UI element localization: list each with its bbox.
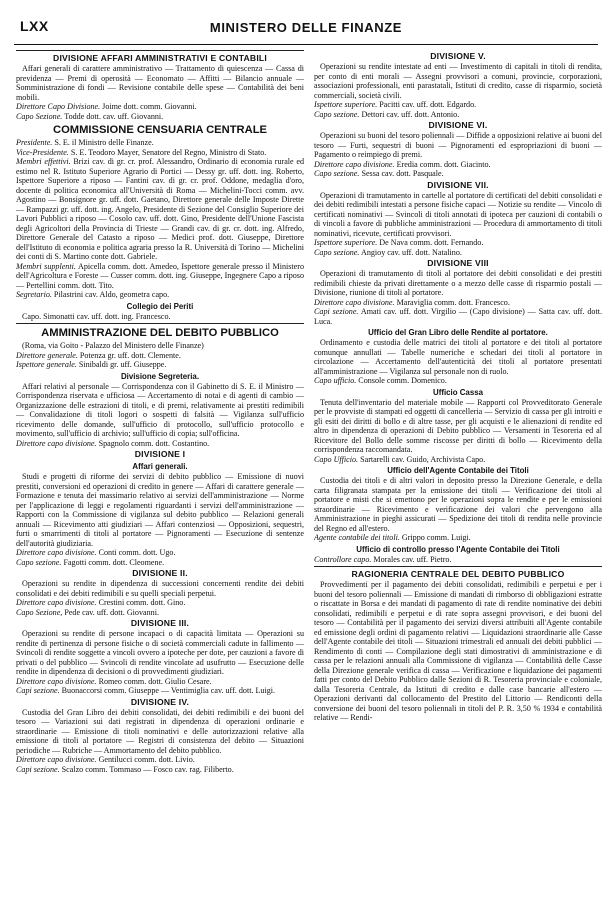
staff-entry [314,455,602,465]
staff-entry [314,160,602,170]
division-heading: DIVISIONE III. [130,618,190,628]
division-heading: DIVISIONE AFFARI AMMINISTRATIVI E CONTABILI [53,53,267,63]
staff-names: Grippo comm. Luigi. [399,533,471,542]
staff-names: Sinibaldi gr. uff. Giuseppe. [76,360,167,369]
role-label: Capi sezione. [314,307,359,316]
subsection-heading: Divisione Segreteria. [120,371,200,381]
left-column [16,50,304,896]
staff-names: Sartarelli cav. Guido, Archivista Capo. [358,454,486,464]
subsection-heading: Ufficio Cassa [433,387,483,397]
staff-names: Gentilucci comm. dott. Livio. [96,755,195,764]
role-label: Capo Sezione, [16,607,63,617]
role-label: Membri supplenti. [16,261,76,271]
role-label: Direttore capo divisione. [16,438,97,448]
staff-entry [16,112,304,122]
header-rule [14,44,598,45]
staff-entry [314,110,602,120]
section-heading: COMMISSIONE CENSUARIA CENTRALE [52,124,268,136]
paragraph: Affari generali di carattere amministrativo — Trattamento di quiescenza — Cassa di previdenza — Premi di operosità — Economato — Affitti — Bilancio annuale — Somministrazione di fondi — Revisione contabile delle spese — Contabilità dei beni mobili. [16,64,304,102]
staff-names: Joime dott. comm. Giovanni. [100,102,197,111]
staff-entry [16,598,304,608]
staff-names: Pacitti cav. uff. dott. Edgardo. [377,100,477,109]
staff-names: Console comm. Domenico. [356,376,447,385]
role-label: Direttore capo divisione. [16,548,97,557]
section-divider [314,566,602,567]
role-label: Capo sezione. [314,109,360,119]
page-header [14,12,598,36]
staff-names: Conti comm. dott. Ugo. [96,548,176,557]
staff-entry [16,262,304,291]
role-label: Ispettore superiore. [314,100,378,109]
role-label: Presidente. [16,138,53,147]
division-heading: RAGIONERIA CENTRALE DEL DEBITO PUBBLICO [351,569,565,579]
staff-names: Amati cav. uff. dott. Virgilio — (Capo divisione) — Satta cav. uff. dott. Luca. [314,307,602,326]
role-label: Capi sezione. [16,686,60,695]
staff-names: Potenza gr. uff. dott. Clemente. [77,350,181,360]
role-label: Segretario. [16,290,52,299]
staff-entry [16,290,304,300]
role-label: Direttore capo divisione. [16,755,97,764]
role-label: Vice-Presidente. [16,147,69,157]
division-heading: DIVISIONE VII. [427,179,489,190]
paragraph: Tenuta dell'inventario del materiale mobile — Rapporti col Provveditorato Generale per le provviste di stampati ed oggetti di cancelleria — Servizio di cassa per gli introiti e gli esiti dei diritti di bollo e di altre tasse, per gli acquisti e le alienazioni di rendite ed altro in dipendenza di operazioni di Debito pubblico — Versamenti in Tesoreria ed al Ricevitore del Bollo delle somme riscosse per diritti di bollo — Ricevimento della corrispondenza raccomandata. [314,397,602,454]
staff-names: Scalzo comm. Tommaso — Fosco cav. rag. Filiberto. [59,764,234,774]
role-label: Capi sezione. [16,764,60,774]
role-label: Direttore generale. [16,350,78,360]
staff-entry [16,765,304,775]
subsection-heading: Ufficio dell'Agente Contabile dei Titoli [387,466,529,475]
staff-entry [314,169,602,179]
staff-names: Maraviglia comm. dott. Francesco. [394,297,510,307]
subsection-heading: Ufficio di controllo presso l'Agente Contabile dei Titoli [356,544,560,554]
paragraph: Operazioni su buoni del tesoro poliennali — Diffide a opposizioni relative ai buoni del tesoro — Furti, sequestri di buoni — Pignoramenti ed espropriazioni di buoni — Pagamento o reimpiego di premi. [314,131,602,159]
staff-entry [16,558,304,568]
staff-names: S. E. il Ministro delle Finanze. [52,138,154,147]
division-heading: DIVISIONE IV. [130,696,190,707]
role-label: Capo Sezione. [16,111,63,121]
staff-entry [16,755,304,765]
section-divider [16,323,304,324]
staff-entry [16,548,304,558]
right-column [314,50,602,896]
role-label: Direttore capo divisione. [16,598,97,607]
paragraph: Operazioni su rendite intestate ad enti — Investimento di capitali in titoli di rendita, per conto di enti morali — Assegni provvisori a comuni, provincie, corporazioni, associazioni professionali, enti parastatali, Istituti di credito, casse di risparmio, società commerciali, società civili. [314,62,602,100]
staff-entry [16,677,304,687]
role-label: Capo ufficio. [314,376,357,385]
staff-entry [16,138,304,148]
subsection-heading: Collegio dei Periti [126,301,194,311]
staff-entry [314,298,602,308]
division-heading: DIVISIONE VI. [428,120,488,130]
role-label: Capo Ufficio. [314,454,359,464]
staff-names: Dettori cav. uff. dott. Antonio. [359,109,460,119]
staff-names: De Nava comm. dott. Fernando. [377,238,484,247]
staff-entry [314,100,602,110]
staff-entry [16,102,304,112]
staff-entry [314,248,602,258]
subsection-heading: Affari generali. [132,462,188,471]
division-heading: DIVISIONE II. [132,568,188,578]
staff-names: Pilastrini cav. Aldo, geometra capo. [51,290,170,299]
role-label: Direttore capo divisione. [314,159,395,169]
paragraph: Provvedimenti per il pagamento dei debiti consolidati, redimibili e perpetui e per i buoni del tesoro poliennali — Emissione di mandati di rimborso di obbligazioni estratte o riscattate in Borsa e dei mandati di pagamento di rate di rendite nominative dei debiti consolidati, redimibili e perpetui e di rate sopra assegni provvisori, e dei buoni del tesoro — Contabilità per il pagamento dei servizi diversi attribuiti all'Agente contabile ed emissione degli ordini di pagamento relativi — Liquidazioni straordinarie alle Casse dell'Agente contabile dei titoli — Situazioni trimestrali ed annuali dei debiti pubblici — Rendimento di conti — Compilazione degli stati dimostrativi di amministrazione e di cassa per le relazioni annuali alla Commissione di vigilanza — Contabilità delle Casse della Direzione generale verifica di cassa — Verificazione e liquidazione dei pagamenti fatti per conto del Debito Pubblico dalle Sezioni di R. Tesoreria provinciale e coloniale, dalla Tesoreria Centrale, da Istituti di credito e dalle case bancarie all'estero — Operazioni derivanti dal collocamento del Prestito del Littorio — Rendiconti della conversione dei buoni del tesoro poliennali in titoli del P. R. 3,50 % 1934 e contabilità relative — Rendi- [314,580,602,722]
staff-names: S. E. Teodoro Mayer, Senatore del Regno, Ministro di Stato. [68,147,267,157]
role-label: Capo sezione. [314,169,360,178]
staff-names: Eredia comm. dott. Giacinto. [394,159,491,169]
staff-entry [314,376,602,386]
staff-names: Sessa cav. dott. Pasquale. [359,169,444,178]
paragraph: Affari relativi al personale — Corrispondenza con il Gabinetto di S. E. il Ministro — Corrispondenza riservata e ufficiosa — Accertamento di notai e di agenti di cambio — Organizzazione delle estrazioni di titoli, e di premi, relativamente ai prestiti redimibili — Convalidazione di titoli logori o sospetti di falsità — Vigilanza sull'ufficio ricevimento delle domande, sull'ufficio di protocollo, sull'ufficio protocollo e movimento, sull'ufficio di archivio; sull'ufficio di copia; sull'officina. [16,381,304,438]
paragraph: Custodia del Gran Libro dei debiti consolidati, dei debiti redimibili e dei buoni del tesoro — Variazioni sui dati registrati in dipendenza di operazioni ordinarie e straordinarie — Emissione di titoli nominativi e delle autorizzazioni relative alla emissione di titoli al portatore — Registri di consistenza del debito — Situazioni periodiche — Rubriche — Ammortamento del debito pubblico. [16,707,304,755]
staff-entry [16,686,304,696]
staff-entry [314,238,602,248]
staff-names: Angioy cav. uff. dott. Natalino. [359,247,462,257]
staff-names: Morales cav. uff. Pietro. [371,554,452,564]
page-number: LXX [20,18,49,34]
column-top-rule [16,50,304,51]
role-label: Direttore Capo Divisione. [16,102,101,111]
staff-names: Romeo comm. dott. Giulio Cesare. [96,676,212,686]
paragraph: Custodia dei titoli e di altri valori in deposito presso la Direzione Generale, e della carta filigranata stampata per la emissione dei titoli — Verificazione dei titoli al portatore e misti che si emettono per le operazioni sopra le rendite e per le emissioni straordinarie — Ricevimento e verificazione dei valori che pervengono alla Amministrazione in pieghi assicurati — Spedizione dei titoli di rendita nelle provincie del Regno ed all'estero. [314,476,602,533]
staff-entry [16,608,304,618]
role-label: Agente contabile dei titoli. [314,533,400,542]
page-title: MINISTERO DELLE FINANZE [209,20,403,35]
role-label: Direttore capo divisione. [314,297,395,307]
staff-entry [16,360,304,370]
paragraph: Operazioni di tramutamento in cartelle al portatore di certificati del debiti consolidati e dei debiti redimibili intestati a persone fisiche capaci — Notizie su rendite — Vincolo di certificati nominativi — Svincoli di titoli annotati di ipoteca per cauzioni di contabili o di vincoli a favore di pubbliche amministrazioni — Procedura di ammortamento di titoli nominativi, ricevute, certificati provvisori. [314,190,602,238]
staff-names: Pede cav. uff. dott. Giovanni. [62,607,159,617]
staff-names: Buonaccorsi comm. Giuseppe — Ventimiglia cav. uff. dott. Luigi. [59,686,276,695]
role-label: Controllore capo. [314,554,372,564]
division-heading: DIVISIONE I [134,449,186,459]
subsection-heading: Ufficio del Gran Libro delle Rendite al portatore. [368,328,548,337]
division-heading: DIVISIONE VIII [427,258,489,268]
role-label: Ispettore generale. [16,360,77,369]
staff-entry [314,555,602,565]
paragraph: Operazioni su rendite in dipendenza di successioni concernenti rendite dei debiti consolidati e dei debiti redimibili e su quelli speciali perpetui. [16,579,304,598]
paragraph: Capo. Simonatti cav. uff. dott. ing. Francesco. [22,311,171,321]
staff-names: Brizi cav. di gr. cr. prof. Alessandro, Ordinario di economia rurale ed estimo nel R. Istituto Superiore Agrario di Portici — Dessy gr. uff. dott. ing. Roberto, Ispettore Superiore a riposo — Fantini cav. di gr. cr. prof. Oddone, medaglia d'oro, docente di politica economica all'Università di Roma — Michelini-Tocci comm. avv. Agostino — Bonsignore gr. uff. dott. Gaetano, Direttore generale delle Imposte Dirette — Rampazzi gr. uff. dott. ing. Angelo, Presidente di Sezione del Consiglio Superiore dei Lavori Pubblici a riposo — Cosolo cav. uff. dott. Gino, Presidente dell'Unione Fascista degli Agricoltori della Provincia di Trieste — Grandi cav. di gr. cr. dott. ing. Alfredo, Direttore Generale del Catasto a riposo — Medici prof. dott. Giuseppe, Direttore dell'Istituto di economia e politica agraria presso la R. Università di Torino — Michelini dei conti di S. Martino conte dott. Gabriele. [16,157,304,261]
staff-names: Apicella comm. dott. Amedeo, Ispettore generale presso il Ministero dell'Agricoltura e Foreste — Cusser comm. dott. ing. Giuseppe, Ingegnere Capo a riposo — Pertellini comm. dott. Tito. [16,261,304,290]
role-label: Capo sezione. [314,247,360,257]
staff-entry [16,148,304,158]
paragraph: Operazioni di tramutamento di titoli al portatore dei debiti consolidati e dei prestiti redimibili chieste da privati direttamente o a mezzo delle casse di risparmio postali — Divisione, riunione di titoli al portatore. [314,269,602,297]
paragraph: Studi e progetti di riforme dei servizi di debito pubblico — Emissione di nuovi prestiti, conversioni ed operazioni di credito in genere — Affari di carattere generale — Formazione e tenuta dei massimario relativo ai servizi dell'amministrazione — Norme per l'applicazione di leggi e regolamenti riguardanti i servizi dell'amministrazione — Rapporti con la Commissione di vigilanza sul debito pubblico — Relazioni generali annuali — Ricevimento atti giudiziari — Affari contenziosi — Opposizioni, sequestri, furti o smarrimenti di titoli al portatore — Pignoramenti — Esecuzione di sentenze dell'autorità giudiziaria. [16,472,304,548]
staff-entry [16,157,304,262]
section-heading: AMMINISTRAZIONE DEL DEBITO PUBBLICO [41,327,279,339]
division-heading: DIVISIONE V. [430,51,486,61]
staff-names: Todde dott. cav. uff. Giovanni. [62,111,164,121]
staff-entry [314,533,602,543]
staff-entry [16,439,304,449]
role-label: Membri effettivi. [16,157,71,166]
paragraph: Operazioni su rendite di persone incapaci o di capacità limitata — Operazioni su rendite di pertinenza di persone fisiche o di società commerciali cadute in fallimento — Svincoli di rendite soggette a vincoli ovvero a ipoteche per dote, per cauzioni a favore di privati o del pubblico — Svincoli di rendite vincolate ad usufrutto — Esecuzione delle rendite in dipendenza di decisioni o di provvedimenti giudiziari. [16,629,304,676]
role-label: Ispettore superiore. [314,238,378,247]
paragraph: (Roma, via Goito - Palazzo del Ministero delle Finanze) [22,341,204,350]
role-label: Direttore capo divisione. [16,676,97,686]
staff-names: Crestini comm. dott. Gino. [96,598,186,607]
staff-entry [16,351,304,361]
staff-names: Fagotti comm. dott. Cleomene. [61,557,165,567]
paragraph: Ordinamento e custodia delle matrici dei titoli al portatore e dei titoli al portatore comunque annullati — Tabelle numeriche e schedari dei titoli al portatore in circolazione — Accertamento dell'autenticità dei titoli al portatore presentati all'amministrazione — Vigilanza sul personale non di ruolo. [314,338,602,376]
role-label: Capo sezione. [16,557,62,567]
staff-names: Spagnolo comm. dott. Costantino. [96,438,210,448]
staff-entry [314,307,602,326]
